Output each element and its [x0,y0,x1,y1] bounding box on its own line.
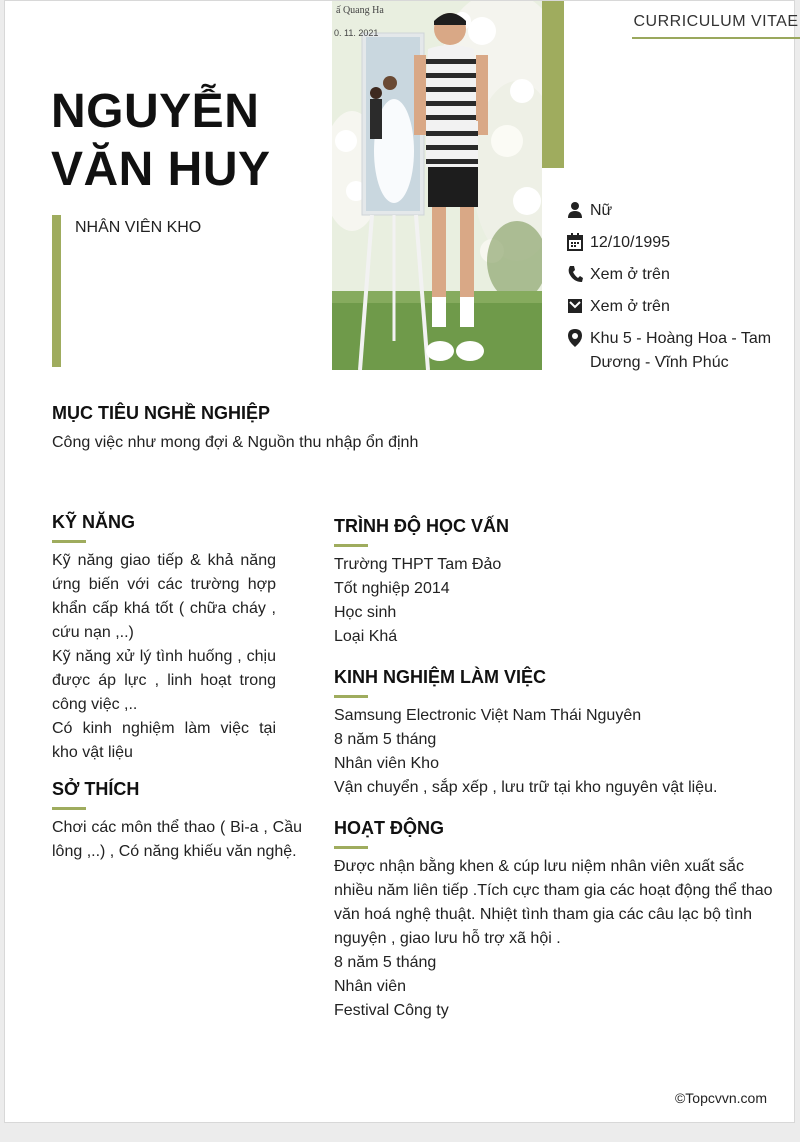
activities-title: HOẠT ĐỘNG [334,818,444,838]
title-accent-bar [52,215,61,367]
address-text: Khu 5 - Hoàng Hoa - Tam Dương - Vĩnh Phúc [590,330,772,371]
candidate-name [51,83,321,199]
education-line: Loại Khá [334,628,398,645]
cv-page [4,0,799,1123]
career-objective-text: Công việc như mong đợi & Nguồn thu nhập ổn định [52,434,419,451]
hobbies-section [52,777,302,864]
education-line: Tốt nghiệp 2014 [334,580,450,597]
phone-icon [565,263,585,285]
activities-line: Được nhận bằng khen & cúp lưu niệm nhân viên xuất sắc nhiều năm liên tiếp .Tích cực tham gia các hoạt động thể thao văn hoá nghệ thuật. Nhiệt tình tham gia các câu lạc bộ tình nguyện , giao lưu hỗ trợ xã hội . [334,858,773,947]
education-line: Học sinh [334,604,397,621]
career-objective-section [52,401,772,455]
skills-title: KỸ NĂNG [52,512,136,532]
skill-item: Kỹ năng xử lý tình huống , chịu được áp lực , linh hoạt trong công việc ,.. [52,648,276,713]
hobbies-underline [52,807,86,810]
skill-item: Có kinh nghiệm làm việc tại kho vật liệu [52,720,276,761]
activities-line: Nhân viên [334,978,407,995]
contact-email [565,295,790,319]
experience-line: Nhân viên Kho [334,755,439,772]
name-line-1: NGUYỄN [51,85,260,138]
contact-birthdate [565,231,790,255]
profile-photo-illustration [332,1,542,370]
education-underline [334,544,368,547]
experience-underline [334,695,368,698]
experience-line: Samsung Electronic Việt Nam Thái Nguyên [334,707,642,724]
activities-line: Festival Công ty [334,1002,449,1019]
email-icon [565,295,585,317]
email-text: Xem ở trên [590,298,670,315]
education-line: Trường THPT Tam Đảo [334,556,502,573]
right-column [334,514,784,1045]
experience-title: KINH NGHIỆM LÀM VIỆC [334,667,547,687]
education-title: TRÌNH ĐỘ HỌC VẤN [334,516,509,536]
photo-sign-name: ấ Quang Ha [336,5,384,16]
experience-line: Vận chuyển , sắp xếp , lưu trữ tại kho nguyên vật liệu. [334,779,718,796]
activities-section [334,816,784,1023]
skill-item: Kỹ năng giao tiếp & khả năng ứng biến với các trường hợp khẩn cấp khá tốt ( chữa cháy , cứu nạn ,..) [52,552,276,641]
birthdate-text: 12/10/1995 [590,234,671,251]
phone-text: Xem ở trên [590,266,670,283]
left-column [52,510,302,886]
experience-line: 8 năm 5 tháng [334,731,437,748]
calendar-icon [565,231,585,253]
name-line-2: VĂN HUY [51,143,271,196]
career-objective-title: MỤC TIÊU NGHỀ NGHIỆP [52,403,271,423]
photo-accent-bar [542,1,564,168]
job-title: NHÂN VIÊN KHO [75,219,202,236]
contact-address [565,327,790,375]
activities-underline [334,846,368,849]
experience-section [334,665,784,800]
location-icon [565,327,585,349]
contact-phone [565,263,790,287]
skills-section [52,510,276,765]
education-section [334,514,784,649]
profile-photo [332,1,542,370]
curriculum-vitae-label: CURRICULUM VITAE [632,9,800,39]
footer-copyright: ©Topcvvn.com [674,1090,767,1106]
photo-sign-date: 0. 11. 2021 [334,28,379,38]
contact-info [565,199,790,383]
person-icon [565,199,585,221]
hobbies-title: SỞ THÍCH [52,779,140,799]
hobbies-text: Chơi các môn thể thao ( Bi-a , Cầu lông ,..) , Có năng khiếu văn nghệ. [52,819,302,860]
gender-text: Nữ [590,202,613,219]
skills-underline [52,540,86,543]
activities-line: 8 năm 5 tháng [334,954,437,971]
contact-gender [565,199,790,223]
